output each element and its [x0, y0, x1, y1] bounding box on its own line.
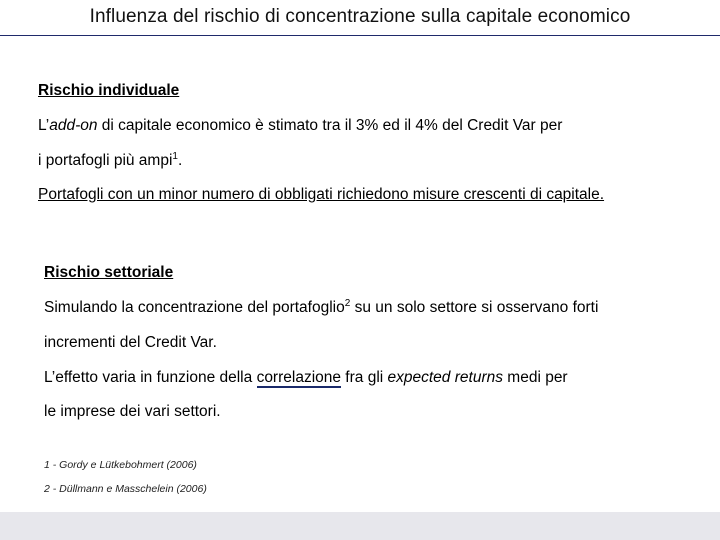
bottom-band — [0, 512, 720, 540]
section-heading-individuale: Rischio individuale — [38, 82, 180, 99]
text-fragment: medi per — [502, 369, 568, 386]
section1-paragraph1-line2 — [38, 152, 182, 170]
section2-paragraph1-line1 — [44, 299, 598, 317]
text-fragment: L’effetto varia in funzione della — [44, 369, 257, 386]
correlazione-link[interactable]: correlazione — [256, 369, 341, 386]
text-fragment: i portafogli più ampi — [38, 152, 173, 169]
section-heading-settoriale: Rischio settoriale — [44, 264, 174, 281]
text-fragment: L’ — [38, 117, 50, 134]
section1-paragraph2: Portafogli con un minor numero di obbligati richiedono misure crescenti di capitale. — [38, 186, 605, 203]
section2-paragraph1-line2: incrementi del Credit Var. — [44, 334, 217, 351]
footnote-1: 1 - Gordy e Lütkebohmert (2006) — [44, 459, 197, 471]
text-fragment: di capitale economico è stimato tra il 3% ed il 4% del Credit Var per — [97, 117, 563, 134]
footnote-2: 2 - Düllmann e Masschelein (2006) — [44, 483, 207, 495]
section2-paragraph2-line1 — [44, 369, 568, 387]
text-fragment: fra gli — [341, 369, 388, 386]
section1-paragraph1-line1 — [38, 117, 562, 135]
slide-title: Influenza del rischio di concentrazione sulla capitale economico — [89, 6, 631, 27]
italic-term-expected-returns: expected returns — [387, 369, 503, 386]
text-fragment: su un solo settore si osservano forti — [350, 299, 599, 316]
footnote-ref-1: 1 — [172, 151, 178, 162]
title-divider — [0, 35, 720, 36]
section2-paragraph2-line2: le imprese dei vari settori. — [44, 403, 221, 420]
italic-term-add-on: add-on — [49, 117, 98, 134]
footnote-ref-2: 2 — [344, 298, 351, 309]
text-fragment: . — [177, 152, 183, 169]
text-fragment: Simulando la concentrazione del portafoglio — [44, 299, 345, 316]
